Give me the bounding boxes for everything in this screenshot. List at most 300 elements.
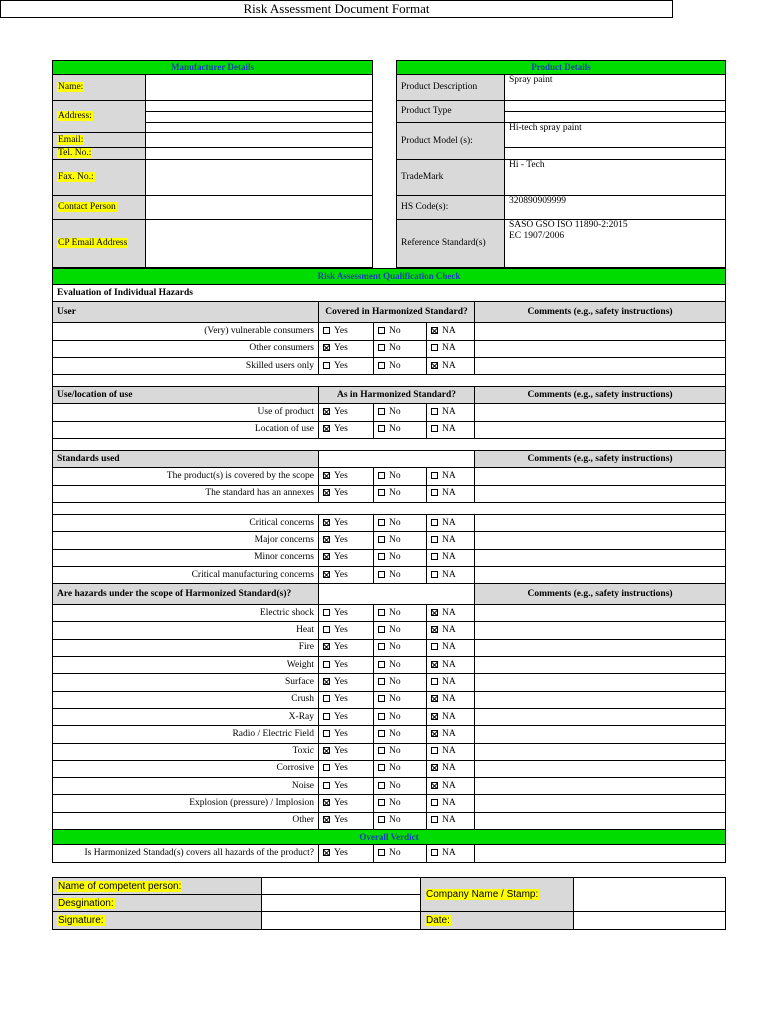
checkbox-checked-icon[interactable] [431, 362, 438, 369]
designation-field[interactable] [262, 895, 421, 912]
checkbox-unchecked-icon[interactable] [378, 327, 385, 334]
scope-row-4-no-option[interactable] [374, 674, 427, 691]
checkbox-unchecked-icon[interactable] [431, 489, 438, 496]
location-row-1-yes-option[interactable] [319, 421, 374, 438]
address-field-line-3[interactable] [146, 123, 373, 133]
option-label: No [389, 746, 401, 757]
user-row-1-no-option[interactable] [374, 340, 427, 357]
option-label: No [389, 360, 401, 371]
checkbox-unchecked-icon[interactable] [378, 643, 385, 650]
verdict-na-option[interactable] [427, 845, 475, 863]
checkbox-unchecked-icon[interactable] [323, 764, 330, 771]
competent-person-field[interactable] [262, 878, 421, 895]
checkbox-checked-icon[interactable] [431, 730, 438, 737]
verdict-comment[interactable] [475, 845, 726, 863]
option-label: No [389, 607, 401, 618]
location-header: Use/location of use [53, 387, 319, 404]
checkbox-unchecked-icon[interactable] [378, 489, 385, 496]
checkbox-unchecked-icon[interactable] [378, 472, 385, 479]
option-label: No [389, 728, 401, 739]
scope-row-7-comment[interactable] [475, 726, 726, 743]
standards-row-1-label: The standard has an annexes [53, 485, 319, 502]
scope-row-2-comment[interactable] [475, 639, 726, 656]
option-label: NA [442, 780, 456, 791]
checkbox-unchecked-icon[interactable] [431, 472, 438, 479]
concern-row-0-label: Critical concerns [53, 514, 319, 531]
email-label: Email: [58, 134, 84, 145]
scope-row-1-no-option[interactable] [374, 622, 427, 639]
trademark-field[interactable]: Hi - Tech [505, 160, 726, 196]
option-label: NA [442, 569, 456, 580]
concern-row-2-no-option[interactable] [374, 549, 427, 566]
spacer-row [53, 439, 726, 451]
product-details-header: Product Details [397, 61, 726, 75]
user-row-1-yes-option[interactable] [319, 340, 374, 357]
checkbox-unchecked-icon[interactable] [323, 782, 330, 789]
scope-row-9-yes-option[interactable] [319, 760, 374, 777]
option-label: Yes [334, 711, 348, 722]
assessment-table [52, 268, 726, 863]
checkbox-unchecked-icon[interactable] [378, 425, 385, 432]
concern-row-1-yes-option[interactable] [319, 532, 374, 549]
option-label: Yes [334, 488, 348, 499]
option-label: Yes [334, 815, 348, 826]
scope-row-0-yes-option[interactable] [319, 605, 374, 622]
option-label: NA [442, 676, 456, 687]
scope-row-6-na-option[interactable] [427, 708, 475, 725]
concern-row-3-comment[interactable] [475, 566, 726, 583]
user-row-2-comment[interactable] [475, 357, 726, 374]
verdict-no-option[interactable] [374, 845, 427, 863]
option-label: Yes [334, 343, 348, 354]
scope-row-3-comment[interactable] [475, 657, 726, 674]
concern-row-0-no-option[interactable] [374, 514, 427, 531]
checkbox-checked-icon[interactable] [431, 626, 438, 633]
option-label: Yes [334, 798, 348, 809]
verdict-question: Is Harmonized Standad(s) covers all hazards of the product? [53, 845, 319, 863]
checkbox-unchecked-icon[interactable] [378, 747, 385, 754]
signature-label: Signature: [58, 915, 104, 926]
scope-row-0-comment[interactable] [475, 605, 726, 622]
product-type-field-2[interactable] [505, 112, 726, 123]
concern-row-0-comment[interactable] [475, 514, 726, 531]
verdict-yes-option[interactable] [319, 845, 374, 863]
user-row-0-na-option[interactable] [427, 323, 475, 340]
scope-row-7-label: Radio / Electric Field [53, 726, 319, 743]
checkbox-unchecked-icon[interactable] [378, 849, 385, 856]
checkbox-unchecked-icon[interactable] [323, 609, 330, 616]
concern-row-1-na-option[interactable] [427, 532, 475, 549]
option-label: NA [442, 517, 456, 528]
scope-row-4-na-option[interactable] [427, 674, 475, 691]
checkbox-checked-icon[interactable] [431, 764, 438, 771]
concern-row-3-yes-option[interactable] [319, 566, 374, 583]
checkbox-checked-icon[interactable] [431, 782, 438, 789]
location-row-0-comment[interactable] [475, 404, 726, 421]
checkbox-checked-icon[interactable] [323, 408, 330, 415]
overall-verdict-header: Overall Verdict [53, 830, 726, 845]
scope-row-5-na-option[interactable] [427, 691, 475, 708]
user-row-2-yes-option[interactable] [319, 357, 374, 374]
location-row-0-no-option[interactable] [374, 404, 427, 421]
option-label: NA [442, 763, 456, 774]
location-row-1-no-option[interactable] [374, 421, 427, 438]
checkbox-unchecked-icon[interactable] [378, 661, 385, 668]
checkbox-unchecked-icon[interactable] [378, 553, 385, 560]
user-row-0-label: (Very) vulnerable consumers [53, 323, 319, 340]
standards-comments-header: Comments (e.g., safety instructions) [475, 451, 726, 468]
option-label: No [389, 325, 401, 336]
scope-row-3-label: Weight [53, 657, 319, 674]
checkbox-unchecked-icon[interactable] [378, 782, 385, 789]
checkbox-checked-icon[interactable] [323, 747, 330, 754]
option-label: NA [442, 488, 456, 499]
option-label: NA [442, 534, 456, 545]
checkbox-unchecked-icon[interactable] [378, 816, 385, 823]
scope-row-8-na-option[interactable] [427, 743, 475, 760]
concern-row-2-na-option[interactable] [427, 549, 475, 566]
scope-row-12-comment[interactable] [475, 812, 726, 829]
scope-row-12-no-option[interactable] [374, 812, 427, 829]
concern-row-3-label: Critical manufacturing concerns [53, 566, 319, 583]
user-row-0-no-option[interactable] [374, 323, 427, 340]
option-label: Yes [334, 642, 348, 653]
manufacturer-details-table [52, 60, 373, 268]
reference-standard-label: Reference Standard(s) [397, 220, 505, 268]
contact-person-label: Contact Person [58, 202, 116, 212]
concern-row-1-label: Major concerns [53, 532, 319, 549]
location-covered-header: As in Harmonized Standard? [319, 387, 475, 404]
concern-row-3-no-option[interactable] [374, 566, 427, 583]
user-row-1-comment[interactable] [475, 340, 726, 357]
standards-row-0-comment[interactable] [475, 468, 726, 485]
checkbox-unchecked-icon[interactable] [323, 327, 330, 334]
checkbox-unchecked-icon[interactable] [323, 730, 330, 737]
scope-row-10-comment[interactable] [475, 778, 726, 795]
email-field[interactable] [146, 133, 373, 148]
concern-row-0-yes-option[interactable] [319, 514, 374, 531]
checkbox-unchecked-icon[interactable] [378, 571, 385, 578]
option-label: Yes [334, 728, 348, 739]
product-type-field[interactable] [505, 101, 726, 112]
scope-row-10-no-option[interactable] [374, 778, 427, 795]
option-label: NA [442, 552, 456, 563]
reference-standard-2: EC 1907/2006 [509, 231, 565, 241]
location-row-0-yes-option[interactable] [319, 404, 374, 421]
trademark-label: TradeMark [397, 160, 505, 196]
name-label: Name: [58, 82, 84, 92]
checkbox-unchecked-icon[interactable] [431, 344, 438, 351]
tel-field[interactable] [146, 148, 373, 160]
signature-field[interactable] [262, 912, 421, 930]
option-label: No [389, 694, 401, 705]
scope-row-8-yes-option[interactable] [319, 743, 374, 760]
date-field[interactable] [574, 912, 726, 930]
option-label: NA [442, 848, 456, 859]
product-model-field-2[interactable] [505, 148, 726, 160]
checkbox-unchecked-icon[interactable] [378, 519, 385, 526]
checkbox-unchecked-icon[interactable] [378, 626, 385, 633]
hazards-title: Evaluation of Individual Hazards [53, 285, 726, 302]
scope-row-11-na-option[interactable] [427, 795, 475, 812]
checkbox-unchecked-icon[interactable] [378, 609, 385, 616]
checkbox-checked-icon[interactable] [431, 609, 438, 616]
option-label: NA [442, 343, 456, 354]
checkbox-unchecked-icon[interactable] [431, 643, 438, 650]
scope-row-7-no-option[interactable] [374, 726, 427, 743]
option-label: No [389, 798, 401, 809]
location-row-1-comment[interactable] [475, 421, 726, 438]
spacer-row [53, 502, 726, 514]
scope-row-2-yes-option[interactable] [319, 639, 374, 656]
scope-row-8-label: Toxic [53, 743, 319, 760]
option-label: Yes [334, 552, 348, 563]
user-row-0-yes-option[interactable] [319, 323, 374, 340]
scope-row-3-na-option[interactable] [427, 657, 475, 674]
scope-row-3-yes-option[interactable] [319, 657, 374, 674]
concern-row-1-no-option[interactable] [374, 532, 427, 549]
checkbox-unchecked-icon[interactable] [431, 408, 438, 415]
scope-row-12-yes-option[interactable] [319, 812, 374, 829]
checkbox-checked-icon[interactable] [431, 661, 438, 668]
product-model-field[interactable]: Hi-tech spray paint [505, 123, 726, 148]
user-header: User [53, 302, 319, 323]
standards-blank-header [319, 451, 475, 468]
concern-row-2-comment[interactable] [475, 549, 726, 566]
user-row-1-label: Other consumers [53, 340, 319, 357]
scope-row-8-no-option[interactable] [374, 743, 427, 760]
checkbox-unchecked-icon[interactable] [378, 730, 385, 737]
scope-row-0-no-option[interactable] [374, 605, 427, 622]
location-comments-header: Comments (e.g., safety instructions) [475, 387, 726, 404]
scope-row-4-label: Surface [53, 674, 319, 691]
fax-label: Fax. No.: [58, 172, 94, 182]
option-label: No [389, 569, 401, 580]
scope-row-6-yes-option[interactable] [319, 708, 374, 725]
checkbox-checked-icon[interactable] [323, 799, 330, 806]
document-title: Risk Assessment Document Format [0, 0, 673, 18]
checkbox-unchecked-icon[interactable] [378, 344, 385, 351]
scope-row-3-no-option[interactable] [374, 657, 427, 674]
concern-row-2-yes-option[interactable] [319, 549, 374, 566]
address-field-line-2[interactable] [146, 112, 373, 123]
checkbox-checked-icon[interactable] [323, 553, 330, 560]
tel-label: Tel. No.: [58, 148, 92, 158]
user-row-2-na-option[interactable] [427, 357, 475, 374]
checkbox-checked-icon[interactable] [323, 472, 330, 479]
option-label: Yes [334, 625, 348, 636]
checkbox-checked-icon[interactable] [323, 678, 330, 685]
checkbox-unchecked-icon[interactable] [431, 799, 438, 806]
scope-row-4-comment[interactable] [475, 674, 726, 691]
option-label: No [389, 659, 401, 670]
scope-row-11-yes-option[interactable] [319, 795, 374, 812]
address-field-line-1[interactable] [146, 101, 373, 112]
scope-row-0-na-option[interactable] [427, 605, 475, 622]
option-label: NA [442, 360, 456, 371]
checkbox-unchecked-icon[interactable] [378, 408, 385, 415]
option-label: No [389, 488, 401, 499]
checkbox-unchecked-icon[interactable] [431, 849, 438, 856]
scope-row-11-label: Explosion (pressure) / Implosion [53, 795, 319, 812]
signoff-table [52, 877, 726, 930]
scope-row-1-comment[interactable] [475, 622, 726, 639]
option-label: Yes [334, 763, 348, 774]
checkbox-unchecked-icon[interactable] [431, 536, 438, 543]
option-label: No [389, 625, 401, 636]
checkbox-unchecked-icon[interactable] [378, 362, 385, 369]
checkbox-checked-icon[interactable] [323, 425, 330, 432]
scope-row-6-no-option[interactable] [374, 708, 427, 725]
standards-row-0-label: The product(s) is covered by the scope [53, 468, 319, 485]
checkbox-checked-icon[interactable] [323, 849, 330, 856]
user-row-2-label: Skilled users only [53, 357, 319, 374]
option-label: No [389, 763, 401, 774]
user-row-1-na-option[interactable] [427, 340, 475, 357]
checkbox-unchecked-icon[interactable] [378, 678, 385, 685]
option-label: No [389, 848, 401, 859]
scope-row-6-comment[interactable] [475, 708, 726, 725]
checkbox-checked-icon[interactable] [323, 489, 330, 496]
scope-blank-header [319, 584, 475, 605]
option-label: NA [442, 659, 456, 670]
standards-row-1-na-option[interactable] [427, 485, 475, 502]
option-label: Yes [334, 659, 348, 670]
checkbox-checked-icon[interactable] [431, 695, 438, 702]
standards-row-1-no-option[interactable] [374, 485, 427, 502]
scope-row-2-na-option[interactable] [427, 639, 475, 656]
option-label: NA [442, 711, 456, 722]
scope-row-7-na-option[interactable] [427, 726, 475, 743]
name-field[interactable] [146, 75, 373, 101]
option-label: Yes [334, 746, 348, 757]
checkbox-checked-icon[interactable] [323, 344, 330, 351]
scope-row-9-comment[interactable] [475, 760, 726, 777]
scope-row-12-label: Other [53, 812, 319, 829]
checkbox-checked-icon[interactable] [323, 643, 330, 650]
user-row-0-comment[interactable] [475, 323, 726, 340]
location-row-1-na-option[interactable] [427, 421, 475, 438]
option-label: Yes [334, 471, 348, 482]
checkbox-unchecked-icon[interactable] [323, 362, 330, 369]
option-label: NA [442, 424, 456, 435]
checkbox-unchecked-icon[interactable] [378, 713, 385, 720]
checkbox-checked-icon[interactable] [431, 713, 438, 720]
standards-row-0-yes-option[interactable] [319, 468, 374, 485]
checkbox-checked-icon[interactable] [323, 816, 330, 823]
checkbox-checked-icon[interactable] [323, 571, 330, 578]
option-label: Yes [334, 848, 348, 859]
product-description-label: Product Description [397, 75, 505, 101]
cp-email-field[interactable] [146, 220, 373, 268]
option-label: No [389, 642, 401, 653]
scope-row-9-na-option[interactable] [427, 760, 475, 777]
checkbox-unchecked-icon[interactable] [323, 695, 330, 702]
scope-row-10-na-option[interactable] [427, 778, 475, 795]
option-label: No [389, 407, 401, 418]
checkbox-unchecked-icon[interactable] [431, 571, 438, 578]
product-description-field[interactable]: Spray paint [505, 75, 726, 101]
scope-row-2-no-option[interactable] [374, 639, 427, 656]
scope-row-11-comment[interactable] [475, 795, 726, 812]
checkbox-unchecked-icon[interactable] [378, 536, 385, 543]
scope-row-7-yes-option[interactable] [319, 726, 374, 743]
reference-standard-1: SASO GSO ISO 11890-2:2015 [509, 220, 628, 230]
checkbox-checked-icon[interactable] [431, 327, 438, 334]
checkbox-unchecked-icon[interactable] [323, 626, 330, 633]
scope-row-9-label: Corrosive [53, 760, 319, 777]
concern-row-0-na-option[interactable] [427, 514, 475, 531]
concern-row-3-na-option[interactable] [427, 566, 475, 583]
checkbox-unchecked-icon[interactable] [431, 553, 438, 560]
scope-row-5-no-option[interactable] [374, 691, 427, 708]
location-row-0-na-option[interactable] [427, 404, 475, 421]
scope-row-5-comment[interactable] [475, 691, 726, 708]
user-row-2-no-option[interactable] [374, 357, 427, 374]
checkbox-unchecked-icon[interactable] [378, 764, 385, 771]
product-model-label: Product Model (s): [397, 123, 505, 160]
scope-row-11-no-option[interactable] [374, 795, 427, 812]
qualification-check-header: Risk Assessment Qualification Check [53, 269, 726, 285]
concern-row-1-comment[interactable] [475, 532, 726, 549]
hs-code-label: HS Code(s): [397, 196, 505, 220]
option-label: No [389, 676, 401, 687]
checkbox-unchecked-icon[interactable] [323, 713, 330, 720]
checkbox-unchecked-icon[interactable] [431, 519, 438, 526]
option-label: Yes [334, 407, 348, 418]
concern-row-2-label: Minor concerns [53, 549, 319, 566]
scope-row-10-yes-option[interactable] [319, 778, 374, 795]
option-label: Yes [334, 607, 348, 618]
scope-row-10-label: Noise [53, 778, 319, 795]
scope-row-1-na-option[interactable] [427, 622, 475, 639]
scope-row-2-label: Fire [53, 639, 319, 656]
checkbox-unchecked-icon[interactable] [431, 678, 438, 685]
checkbox-unchecked-icon[interactable] [378, 695, 385, 702]
reference-standard-field[interactable] [505, 220, 726, 268]
scope-row-12-na-option[interactable] [427, 812, 475, 829]
contact-person-field[interactable] [146, 196, 373, 220]
scope-row-5-label: Crush [53, 691, 319, 708]
checkbox-checked-icon[interactable] [323, 536, 330, 543]
scope-row-8-comment[interactable] [475, 743, 726, 760]
checkbox-checked-icon[interactable] [323, 519, 330, 526]
company-stamp-label: Company Name / Stamp: [426, 889, 539, 900]
scope-header: Are hazards under the scope of Harmonized Standard(s)? [53, 584, 319, 605]
option-label: NA [442, 471, 456, 482]
user-comments-header: Comments (e.g., safety instructions) [475, 302, 726, 323]
scope-row-5-yes-option[interactable] [319, 691, 374, 708]
standards-row-1-yes-option[interactable] [319, 485, 374, 502]
company-stamp-field[interactable] [574, 878, 726, 912]
hs-code-field[interactable]: 320890909999 [505, 196, 726, 220]
standards-row-1-comment[interactable] [475, 485, 726, 502]
scope-row-9-no-option[interactable] [374, 760, 427, 777]
option-label: NA [442, 815, 456, 826]
checkbox-unchecked-icon[interactable] [431, 816, 438, 823]
scope-row-1-yes-option[interactable] [319, 622, 374, 639]
option-label: Yes [334, 780, 348, 791]
standards-row-0-na-option[interactable] [427, 468, 475, 485]
checkbox-unchecked-icon[interactable] [431, 425, 438, 432]
checkbox-unchecked-icon[interactable] [431, 747, 438, 754]
fax-field[interactable] [146, 160, 373, 196]
checkbox-unchecked-icon[interactable] [378, 799, 385, 806]
standards-row-0-no-option[interactable] [374, 468, 427, 485]
checkbox-unchecked-icon[interactable] [323, 661, 330, 668]
scope-row-4-yes-option[interactable] [319, 674, 374, 691]
scope-row-0-label: Electric shock [53, 605, 319, 622]
